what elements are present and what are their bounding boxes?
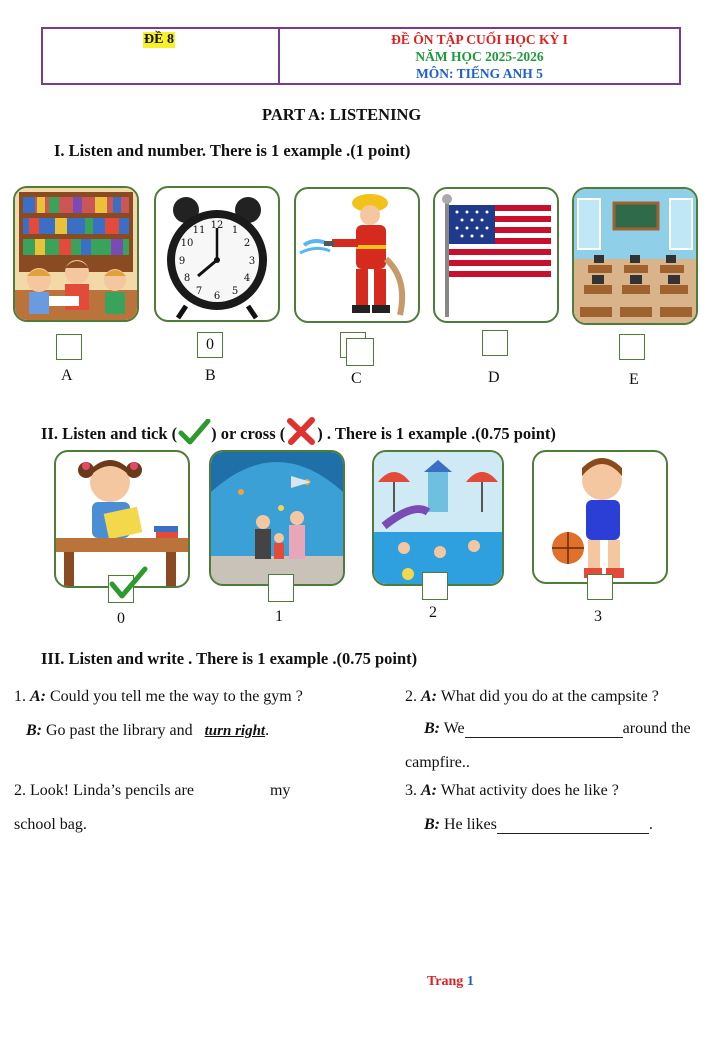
page-number: 1 xyxy=(466,974,474,989)
page-footer xyxy=(427,974,474,990)
bookshelf-rows xyxy=(23,197,129,255)
q2r-answer-suffix: around the xyxy=(622,720,691,737)
svg-text:4: 4 xyxy=(243,273,251,284)
speaker-b: B: xyxy=(26,722,42,739)
speaker-a-3: A: xyxy=(421,782,437,799)
answer-box-a[interactable] xyxy=(56,334,82,360)
number-0: 0 xyxy=(117,610,125,627)
svg-text:6: 6 xyxy=(213,291,221,302)
header-table xyxy=(41,27,681,85)
q2r-blank[interactable] xyxy=(465,721,623,738)
tick-box-3[interactable] xyxy=(587,574,613,600)
aquarium-illustration xyxy=(211,452,343,584)
cross-icon xyxy=(285,417,317,445)
picture-boy-basketball xyxy=(532,450,668,584)
alarm-clock-illustration xyxy=(156,188,278,320)
school-year: NĂM HỌC 2025-2026 xyxy=(415,49,544,64)
header-right-cell xyxy=(280,29,679,83)
svg-text:10: 10 xyxy=(180,238,194,249)
part-a-title: PART A: LISTENING xyxy=(262,105,422,124)
flag-illustration xyxy=(435,189,557,321)
section1-title: I. Listen and number. There is 1 example .(1 point) xyxy=(54,141,411,160)
q1-number: 1. xyxy=(14,688,26,705)
boy-basketball-illustration xyxy=(534,452,666,582)
q3-question: What activity does he like ? xyxy=(440,782,619,799)
answer-box-e[interactable] xyxy=(619,334,645,360)
q1-example-answer: turn right xyxy=(204,723,266,739)
tick-icon xyxy=(177,419,211,445)
svg-text:9: 9 xyxy=(178,256,186,267)
q1-b-line xyxy=(26,722,269,740)
q2l-text-mid: my xyxy=(269,782,291,799)
section2-title-part2: ) or cross ( xyxy=(211,424,286,443)
speaker-b-3: B: xyxy=(424,816,440,833)
exam-number: ĐỀ 8 xyxy=(144,32,174,47)
picture-firefighter xyxy=(294,187,420,323)
picture-classroom xyxy=(572,187,698,325)
label-d: D xyxy=(488,369,500,386)
q2r-a-line xyxy=(405,688,659,706)
example-tick-icon xyxy=(108,566,148,600)
svg-text:8: 8 xyxy=(183,273,191,284)
svg-text:12: 12 xyxy=(210,220,224,231)
q2l-continuation: school bag. xyxy=(14,816,87,833)
q1-answer-prefix: Go past the library and xyxy=(46,722,193,739)
water-park-illustration xyxy=(374,452,502,584)
label-c: C xyxy=(351,370,362,387)
svg-text:1: 1 xyxy=(231,225,239,236)
q3-number: 3. xyxy=(405,782,417,799)
label-e: E xyxy=(629,371,639,388)
section3-title: III. Listen and write . There is 1 example .(0.75 point) xyxy=(41,649,418,668)
svg-text:3: 3 xyxy=(248,256,256,267)
q2r-question: What did you do at the campsite ? xyxy=(440,688,659,705)
picture-alarm-clock xyxy=(154,186,280,322)
q1-a-line xyxy=(14,688,303,706)
number-1: 1 xyxy=(275,608,283,625)
q2l-line xyxy=(14,782,290,800)
page-word: Trang xyxy=(427,974,464,989)
picture-aquarium xyxy=(209,450,345,586)
exam-title: ĐỀ ÔN TẬP CUỐI HỌC KỲ I xyxy=(391,32,568,47)
q3-a-line xyxy=(405,782,619,800)
speaker-b-2: B: xyxy=(424,720,440,737)
q2r-b-line xyxy=(424,720,691,738)
picture-library xyxy=(13,186,139,322)
q2r-number: 2. xyxy=(405,688,417,705)
speaker-a-2: A: xyxy=(421,688,437,705)
q2r-answer-prefix: We xyxy=(443,720,465,737)
svg-text:7: 7 xyxy=(195,286,203,297)
q3-answer-prefix: He likes xyxy=(444,816,497,833)
subject: MÔN: TIẾNG ANH 5 xyxy=(416,66,543,81)
example-number: 0 xyxy=(206,336,214,353)
svg-text:2: 2 xyxy=(243,238,251,249)
svg-text:11: 11 xyxy=(192,225,206,236)
q3-b-line xyxy=(424,816,653,834)
section2-title-part1: II. Listen and tick ( xyxy=(41,424,178,443)
q3-end: . xyxy=(648,816,653,833)
library-illustration xyxy=(15,188,137,320)
q2r-continuation: campfire.. xyxy=(405,754,470,771)
tick-box-1[interactable] xyxy=(268,574,294,602)
number-3: 3 xyxy=(594,608,602,625)
section2-title-part3: ) . There is 1 example .(0.75 point) xyxy=(317,424,556,443)
q1-question: Could you tell me the way to the gym ? xyxy=(50,688,303,705)
classroom-illustration xyxy=(574,189,696,323)
section2-title xyxy=(41,417,556,445)
label-a: A xyxy=(61,367,73,384)
tick-box-2[interactable] xyxy=(422,572,448,600)
label-b: B xyxy=(205,367,216,384)
answer-box-d[interactable] xyxy=(482,330,508,356)
q2l-text-start: 2. Look! Linda’s pencils are xyxy=(14,782,194,799)
picture-usa-flag xyxy=(433,187,559,323)
speaker-a: A: xyxy=(30,688,46,705)
q3-blank[interactable] xyxy=(497,817,649,834)
header-left-cell xyxy=(43,29,280,83)
firefighter-illustration xyxy=(296,189,418,321)
picture-water-park xyxy=(372,450,504,586)
answer-box-b-example xyxy=(197,332,223,358)
answer-box-c[interactable] xyxy=(346,338,374,366)
svg-text:5: 5 xyxy=(231,286,239,297)
q1-end: . xyxy=(265,722,270,739)
number-2: 2 xyxy=(429,604,437,621)
